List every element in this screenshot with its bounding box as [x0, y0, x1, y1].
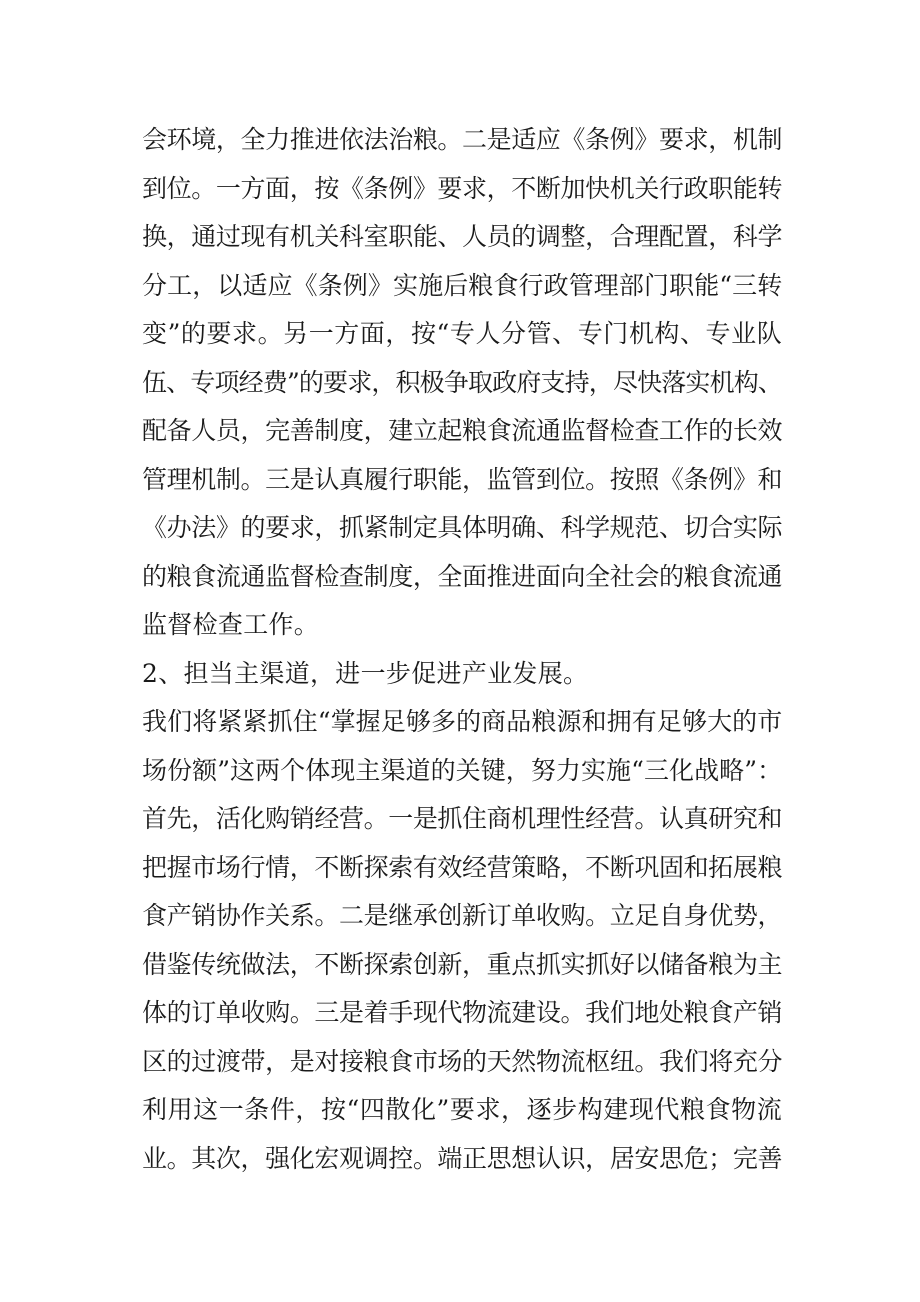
text-line: 的粮食流通监督检查制度，全面推进面向全社会的粮食流通	[142, 561, 782, 591]
text-line: 《办法》的要求，抓紧制定具体明确、科学规范、切合实际	[142, 513, 782, 542]
text-line: 食产销协作关系。二是继承创新订单收购。立足自身优势，	[142, 901, 782, 930]
text-line: 利用这一条件，按“四散化”要求，逐步构建现代粮食物流	[142, 1095, 782, 1124]
text-line: 业。其次，强化宏观调控。端正思想认识，居安思危；完善	[142, 1143, 782, 1173]
text-line: 管理机制。三是认真履行职能，监管到位。按照《条例》和	[142, 464, 782, 494]
text-line: 变”的要求。另一方面，按“专人分管、专门机构、专业队	[142, 319, 782, 348]
text-line: 区的过渡带，是对接粮食市场的天然物流枢纽。我们将充分	[142, 1046, 782, 1076]
text-line: 分工，以适应《条例》实施后粮食行政管理部门职能“三转	[142, 270, 783, 300]
body-text	[142, 116, 782, 1183]
text-line: 场份额”这两个体现主渠道的关键，努力实施“三化战略”：	[142, 755, 782, 785]
text-line: 配备人员，完善制度，建立起粮食流通监督检查工作的长效	[142, 416, 782, 445]
text-line: 2、担当主渠道，进一步促进产业发展。	[142, 658, 589, 688]
text-line: 换，通过现有机关科室职能、人员的调整，合理配置，科学	[142, 222, 782, 251]
text-line: 体的订单收购。三是着手现代物流建设。我们地处粮食产销	[142, 998, 782, 1027]
text-line: 借鉴传统做法，不断探索创新，重点抓实抓好以储备粮为主	[142, 949, 782, 979]
text-line: 到位。一方面，按《条例》要求，不断加快机关行政职能转	[142, 173, 782, 203]
text-line: 我们将紧紧抓住“掌握足够多的商品粮源和拥有足够大的市	[142, 707, 783, 736]
text-line: 伍、专项经费”的要求，积极争取政府支持，尽快落实机构、	[142, 367, 782, 397]
text-line: 会环境，全力推进依法治粮。二是适应《条例》要求，机制	[142, 125, 782, 154]
text-line: 首先，活化购销经营。一是抓住商机理性经营。认真研究和	[142, 804, 782, 833]
text-line: 监督检查工作。	[142, 610, 320, 639]
text-line: 把握市场行情，不断探索有效经营策略，不断巩固和拓展粮	[142, 852, 782, 882]
